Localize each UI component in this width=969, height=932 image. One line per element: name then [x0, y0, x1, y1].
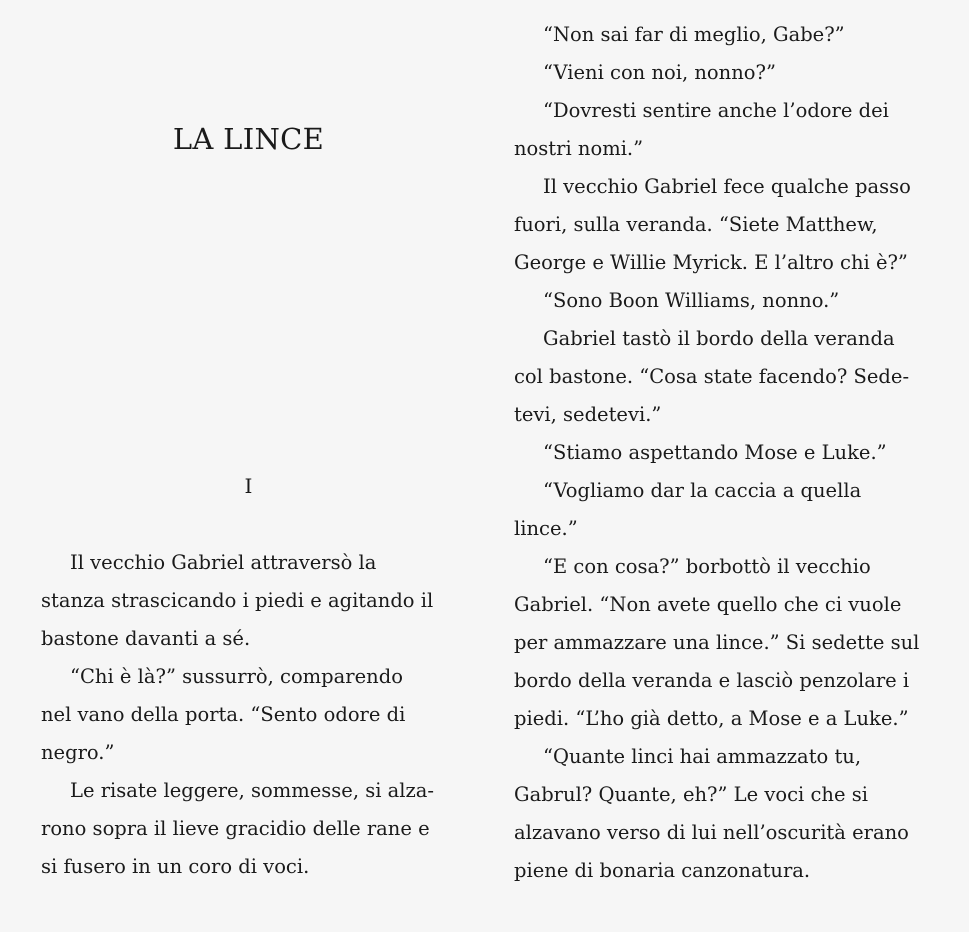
text-line: Le risate leggere, sommesse, si alza-: [70, 779, 435, 802]
text-line: alzavano verso di lui nell’oscurità erano: [514, 821, 909, 844]
text-line: col bastone. “Cosa state facendo? Sede-: [514, 365, 910, 388]
chapter-title: LA LINCE: [172, 122, 325, 156]
text-line: “E con cosa?” borbottò il vecchio: [543, 555, 871, 578]
text-line: stanza strascicando i piedi e agitando il: [41, 589, 434, 612]
text-line: “Sono Boon Williams, nonno.”: [543, 289, 840, 312]
text-line: lince.”: [514, 517, 578, 540]
text-line: nostri nomi.”: [514, 137, 644, 160]
text-line: rono sopra il lieve gracidio delle rane e: [41, 817, 430, 840]
left-page-text: [41, 548, 434, 890]
text-line: “Quante linci hai ammazzato tu,: [543, 745, 862, 768]
text-line: Gabriel. “Non avete quello che ci vuole: [514, 593, 902, 616]
text-line: per ammazzare una lince.” Si sedette sul: [514, 631, 920, 654]
text-line: nel vano della porta. “Sento odore di: [41, 703, 406, 726]
section-number: I: [244, 474, 253, 498]
text-line: “Vogliamo dar la caccia a quella: [543, 479, 862, 502]
text-line: piene di bonaria canzonatura.: [514, 859, 811, 882]
text-line: Gabrul? Quante, eh?” Le voci che si: [514, 783, 868, 806]
right-page-text: [514, 20, 919, 894]
text-line: Il vecchio Gabriel fece qualche passo: [543, 175, 911, 198]
text-line: “Vieni con noi, nonno?”: [543, 61, 776, 84]
text-line: Gabriel tastò il bordo della veranda: [543, 327, 895, 350]
text-line: bastone davanti a sé.: [41, 627, 251, 650]
text-line: bordo della veranda e lasciò penzolare i: [514, 669, 910, 692]
text-line: “Chi è là?” sussurrò, comparendo: [70, 665, 403, 688]
text-line: negro.”: [41, 741, 115, 764]
text-line: George e Willie Myrick. E l’altro chi è?”: [514, 251, 908, 274]
text-line: piedi. “L’ho già detto, a Mose e a Luke.”: [514, 707, 909, 730]
text-line: “Non sai far di meglio, Gabe?”: [543, 23, 845, 46]
text-line: tevi, sedetevi.”: [514, 403, 662, 426]
text-line: “Dovresti sentire anche l’odore dei: [543, 99, 889, 122]
text-line: “Stiamo aspettando Mose e Luke.”: [543, 441, 887, 464]
text-line: Il vecchio Gabriel attraversò la: [70, 551, 377, 574]
text-line: si fusero in un coro di voci.: [41, 855, 310, 878]
text-line: fuori, sulla veranda. “Siete Matthew,: [514, 213, 878, 236]
